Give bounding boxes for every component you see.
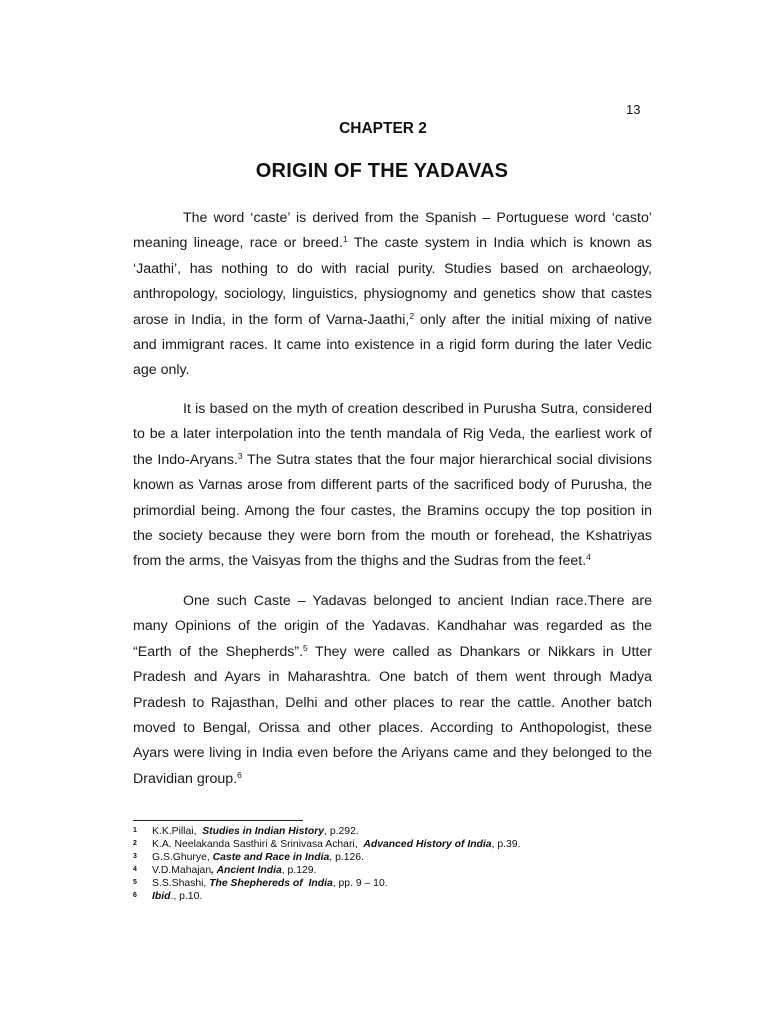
footnote-reference: 6	[237, 769, 242, 780]
footnote-author: V.D.Mahajan	[152, 864, 212, 876]
text-segment: primordial being. Among the four castes, the Bramins occupy the top position in	[133, 502, 652, 519]
text-segment: The caste system in India which is known as	[347, 235, 652, 252]
text-segment: age only.	[133, 362, 190, 379]
footnote-page: , p.126.	[329, 851, 364, 863]
text-segment: Pradesh to Rajasthan, Delhi and other places to rear the cattle. Another batch	[133, 694, 652, 711]
footnote-book-title: Studies in Indian History	[202, 826, 325, 837]
chapter-title: ORIGIN OF THE YADAVAS	[255, 160, 509, 182]
footnote-mark: 3	[133, 852, 137, 860]
text-line	[133, 741, 652, 766]
text-segment: the Indo-Aryans.	[133, 451, 238, 468]
footnote-text	[133, 839, 520, 852]
footnote-mark: 2	[133, 839, 137, 847]
text-line	[133, 448, 652, 473]
text-segment: to be a later interpolation into the tenth mandala of Rig Veda, the earliest work of	[133, 426, 652, 443]
footnote-text	[133, 852, 364, 865]
text-segment: It is based on the myth of creation described in Purusha Sutra, considered	[183, 401, 652, 417]
footnote-mark: 4	[133, 865, 137, 873]
text-line	[133, 691, 652, 716]
footnote-mark: 5	[133, 878, 137, 886]
text-line	[133, 308, 652, 333]
footnote-page: , pp. 9 – 10.	[332, 877, 388, 889]
chapter-label: CHAPTER 2	[339, 120, 427, 137]
footnote-reference: 5	[303, 642, 308, 653]
text-line	[133, 282, 652, 307]
footnote-author: S.S.Shashi,	[152, 877, 210, 889]
text-line	[133, 499, 652, 524]
text-segment: The Sutra states that the four major hierarchical social divisions	[242, 451, 652, 468]
text-segment: known as Varnas arose from different parts of the sacrificed body of Purusha, the	[133, 477, 652, 494]
page-number: 13	[626, 102, 641, 117]
text-segment: “Earth of the Shepherds”.	[133, 643, 304, 660]
footnote	[133, 878, 653, 891]
text-segment: the society because they were born from the mouth or forehead, the Kshatriyas	[133, 528, 652, 545]
text-line	[133, 767, 652, 792]
text-line	[133, 231, 652, 256]
text-line	[133, 422, 652, 447]
footnote-mark: 1	[133, 827, 137, 834]
text-segment: moved to Bengal, Orissa and other places. According to Anthopologist, these	[133, 720, 652, 737]
body-paragraph	[133, 397, 652, 575]
text-line	[133, 333, 652, 358]
text-segment: One such Caste – Yadavas belonged to ancient Indian race.There are	[183, 593, 652, 609]
footnote-separator	[133, 820, 303, 821]
text-segment: anthropology, sociology, linguistics, physiognomy and genetics show that castes	[133, 286, 652, 303]
text-segment: The word ‘caste’ is derived from the Spanish – Portuguese word ‘casto’	[183, 210, 652, 226]
footnote-page: , p.129.	[281, 864, 317, 876]
text-line	[133, 524, 652, 549]
footnote-book-title: , Ancient India	[211, 864, 282, 876]
text-segment: only after the initial mixing of native	[414, 311, 652, 328]
footnote-mark: 6	[133, 891, 137, 899]
footnote-page: , p.292.	[324, 826, 359, 837]
footnote	[133, 891, 653, 904]
text-segment: arose in India, in the form of Varna-Jaathi,	[133, 311, 410, 328]
footnote-author: G.S.Ghurye,	[152, 851, 213, 863]
text-line	[133, 589, 652, 614]
footnotes-list	[133, 826, 653, 903]
footnote-book-title: The Shephereds of India	[209, 877, 333, 889]
footnote-author: K.A. Neelakanda Sasthiri & Srinivasa Achari,	[152, 838, 364, 850]
footnote-reference: 2	[409, 310, 415, 321]
footnote-reference: 3	[237, 450, 243, 461]
text-segment: many Opinions of the origin of the Yadavas. Kandhahar was regarded as the	[133, 618, 652, 635]
text-segment: Ayars were living in India even before the Ariyans came and they belonged to the	[133, 745, 652, 762]
footnote	[133, 826, 653, 839]
text-line	[133, 358, 652, 383]
footnote-book-title: Ibid	[152, 890, 171, 902]
text-line	[133, 640, 652, 665]
footnote	[133, 839, 653, 852]
footnote-page: ., p.10.	[170, 890, 203, 902]
text-segment: from the arms, the Vaisyas from the thighs and the Sudras from the feet.	[133, 553, 587, 570]
footnote-text	[133, 891, 202, 904]
text-segment: Dravidian group.	[133, 770, 238, 787]
body-paragraph	[133, 206, 652, 384]
text-line	[133, 397, 652, 422]
text-segment: and immigrant races. It came into existence in a rigid form during the later Vedic	[133, 337, 652, 354]
text-segment: ‘Jaathi’, has nothing to do with racial purity. Studies based on archaeology,	[133, 260, 652, 277]
text-segment: Pradesh and Ayars in Maharashtra. One batch of them went through Madya	[133, 669, 652, 686]
footnote-text	[133, 826, 359, 839]
footnote-book-title: Caste and Race in India	[212, 851, 330, 863]
text-segment: They were called as Dhankars or Nikkars in Utter	[307, 643, 652, 660]
footnote-page: , p.39.	[491, 838, 521, 850]
text-line	[133, 716, 652, 741]
text-line	[133, 257, 652, 282]
text-line	[133, 549, 652, 574]
footnote-text	[133, 865, 316, 878]
footnote	[133, 852, 653, 865]
text-line	[133, 473, 652, 498]
footnote-author: K.K.Pillai,	[152, 826, 203, 837]
text-line	[133, 665, 652, 690]
body-paragraph	[133, 589, 652, 792]
text-line	[133, 206, 652, 231]
text-segment: meaning lineage, race or breed.	[133, 235, 343, 252]
footnote	[133, 865, 653, 878]
text-line	[133, 614, 652, 639]
footnote-reference: 1	[342, 234, 348, 245]
footnote-reference: 4	[586, 552, 591, 563]
footnote-text	[133, 878, 388, 891]
footnote-book-title: Advanced History of India	[363, 838, 492, 850]
